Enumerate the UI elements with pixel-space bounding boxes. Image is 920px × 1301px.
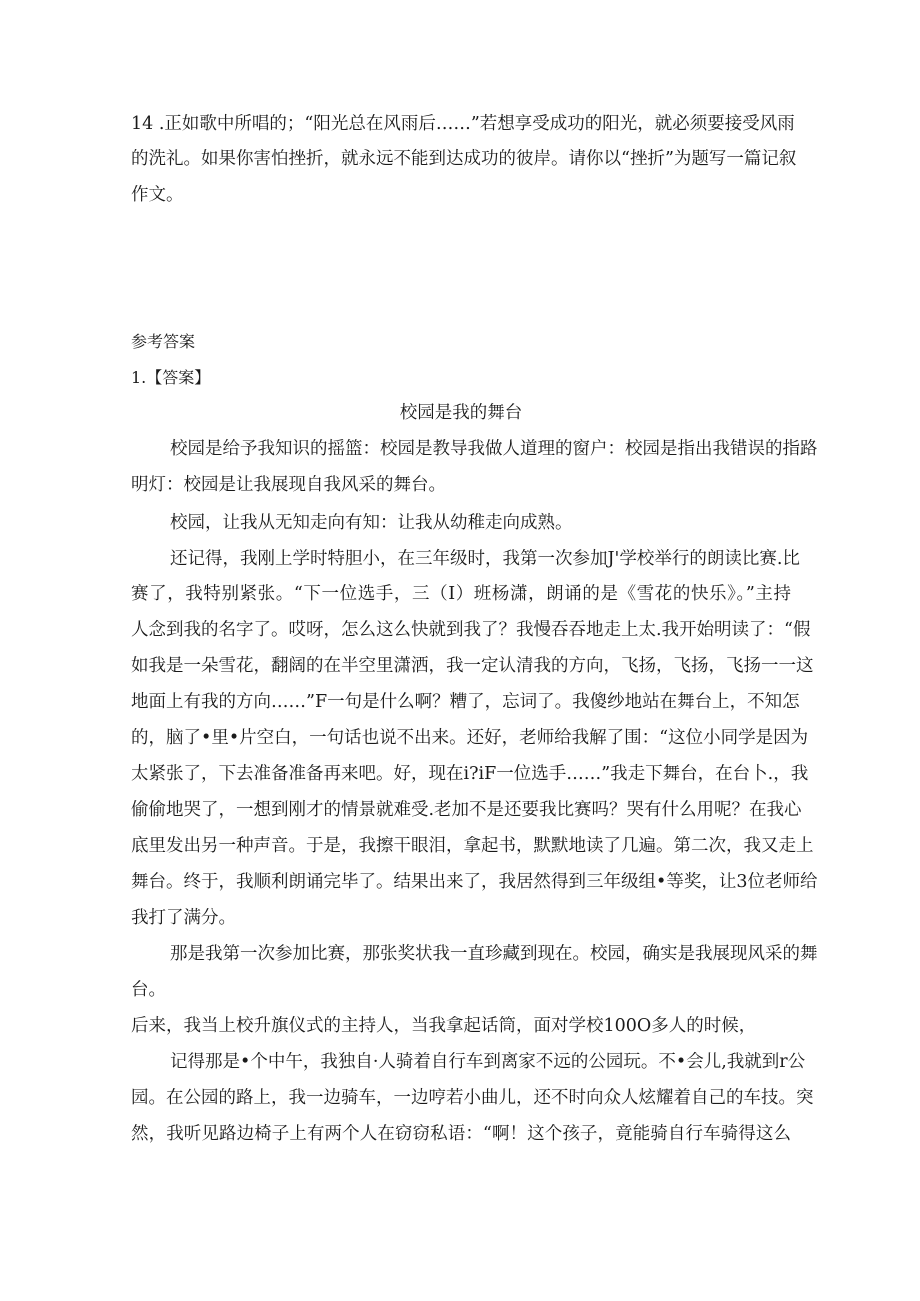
paragraph-6-line-3: 然，我听见路边椅子上有两个人在窃窃私语：“啊！这个孩子，竟能骑自行车骑得这么 — [131, 1124, 791, 1144]
question-14-line-1: 14 .正如歌中所唱的；“阳光总在风雨后……”若想享受成功的阳光，就必须要接受风雨 — [131, 114, 795, 134]
paragraph-3-line-2: 赛了，我特别紧张。“下一位选手，三（I）班杨潇，朗诵的是《雪花的快乐》。”主持 — [131, 584, 791, 604]
paragraph-3-line-9: 底里发出另一种声音。于是，我擦干眼泪，拿起书，默默地读了几遍。第二次，我又走上 — [131, 836, 814, 856]
paragraph-6-line-2: 园。在公园的路上，我一边骑车，一边哼若小曲儿，还不时向众人炫耀着自己的车技。突 — [131, 1088, 814, 1108]
essay-title: 校园是我的舞台 — [399, 403, 523, 423]
paragraph-3-line-4: 如我是一朵雪花，翻阔的在半空里潇洒，我一定认清我的方向，飞扬，飞扬，飞扬一一这 — [131, 656, 814, 676]
paragraph-3-line-11: 我打了满分。 — [131, 908, 236, 928]
paragraph-1-line-1: 校园是给予我知识的摇篮：校园是教导我做人道理的窗户：校园是指出我错误的指路 — [170, 439, 818, 459]
paragraph-4-line-1: 那是我第一次参加比赛，那张奖状我一直珍藏到现在。校园，确实是我展现风采的舞 — [170, 944, 818, 964]
paragraph-3-line-3: 人念到我的名字了。哎呀，怎么这么快就到我了？我慢吞吞地走上太.我开始明读了：“假 — [131, 620, 811, 640]
paragraph-6-line-1: 记得那是•个中午，我独自·人骑着自行车到离家不远的公园玩。不•会儿,我就到r公 — [170, 1052, 806, 1072]
question-14-line-2: 的洗礼。如果你害怕挫折，就永远不能到达成功的彼岸。请你以“挫折”为题写一篇记叙 — [131, 149, 797, 169]
answer-heading: 参考答案 — [131, 332, 196, 351]
question-14-line-3: 作文。 — [131, 185, 184, 205]
paragraph-3-line-8: 偷偷地哭了，一想到刚才的情景就难受.老加不是还要我比赛吗？哭有什么用呢？在我心 — [131, 800, 802, 820]
answer-label: 1.【答案】 — [131, 368, 211, 387]
paragraph-3-line-10: 舞台。终于，我顺利朗诵完毕了。结果出来了，我居然得到三年级组•等奖，让3位老师给 — [131, 872, 818, 892]
paragraph-4-line-2: 台。 — [131, 980, 166, 1000]
paragraph-2: 校园，让我从无知走向有知：让我从幼稚走向成熟。 — [170, 513, 573, 533]
paragraph-3-line-5: 地面上有我的方向……”F一句是什么啊？糟了，忘词了。我傻纱地站在舞台上，不知怎 — [131, 692, 800, 712]
paragraph-1-line-2: 明灯：校园是让我展现自我风采的舞台。 — [131, 475, 446, 495]
paragraph-3-line-1: 还记得，我刚上学时特胆小，在三年级时，我第一次参加J'学校举行的朗读比赛.比 — [170, 549, 800, 569]
paragraph-3-line-7: 太紧张了，下去准备准备再来吧。好，现在i?iF一位选手……”我走下舞台，在台卜.，我 — [131, 764, 809, 784]
paragraph-3-line-6: 的，脑了•里•片空白，一句话也说不出来。还好，老师给我解了围：“这位小同学是因为 — [131, 728, 809, 748]
paragraph-5: 后来，我当上校升旗仪式的主持人，当我拿起话筒，面对学校100O多人的时候， — [131, 1016, 757, 1036]
